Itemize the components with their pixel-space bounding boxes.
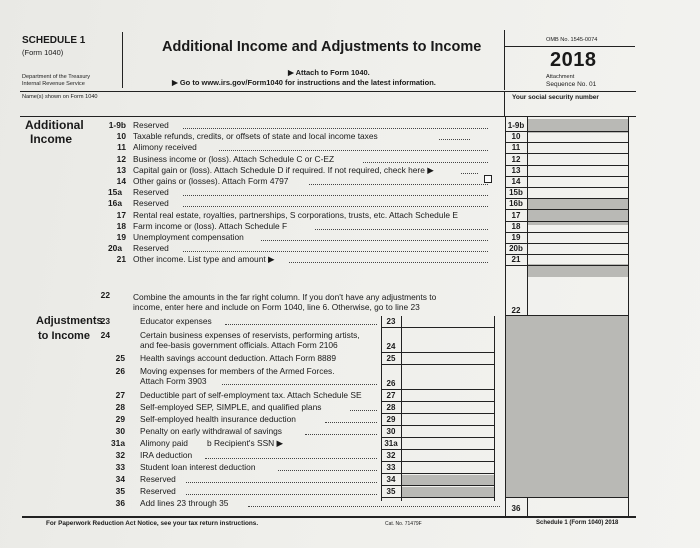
line-27-number: 27 bbox=[115, 390, 125, 400]
sequence-number: Sequence No. 01 bbox=[546, 81, 597, 88]
line-21-label: Other income. List type and amount ▶ bbox=[133, 254, 275, 264]
shade-adjustments-column bbox=[506, 315, 628, 497]
line-36-number: 36 bbox=[115, 498, 125, 508]
section-title-additional: Additional bbox=[25, 118, 84, 132]
line-36-amount[interactable] bbox=[528, 503, 628, 515]
header-bottom-rule bbox=[20, 91, 636, 92]
leader-dots bbox=[278, 470, 377, 471]
line-31b-label: b Recipient's SSN ▶ bbox=[207, 438, 284, 448]
line-28-amount[interactable] bbox=[402, 402, 494, 413]
line-31a-amount[interactable] bbox=[402, 438, 494, 449]
line-14-number: 14 bbox=[116, 176, 126, 186]
line-35-number: 35 bbox=[115, 486, 125, 496]
line-36-box: 36 bbox=[511, 504, 521, 513]
line-23-box: 23 bbox=[386, 317, 396, 326]
leader-dots bbox=[309, 184, 488, 185]
line-10-number: 10 bbox=[116, 131, 126, 141]
line-15a-number: 15a bbox=[108, 187, 122, 197]
line-12-box: 12 bbox=[511, 155, 521, 164]
leader-dots bbox=[183, 195, 488, 196]
line-17-amount[interactable] bbox=[528, 210, 628, 221]
omb-rule bbox=[505, 46, 635, 47]
line-17-label: Rental real estate, royalties, partnerships, S corporations, trusts, etc. Attach Schedule E bbox=[133, 210, 458, 220]
line-26-box: 26 bbox=[386, 379, 396, 388]
shade-line-35 bbox=[402, 487, 494, 497]
form-title: Additional Income and Adjustments to Income bbox=[162, 39, 482, 55]
line-34-label: Reserved bbox=[140, 474, 176, 484]
line-27-box: 27 bbox=[386, 391, 396, 400]
leader-dots bbox=[289, 262, 488, 263]
line-23-number: 23 bbox=[100, 316, 110, 326]
leader-dots bbox=[305, 434, 377, 435]
line-10-box: 10 bbox=[511, 132, 521, 141]
line-35-label: Reserved bbox=[140, 486, 176, 496]
leader-dots bbox=[186, 494, 377, 495]
line-21-box: 21 bbox=[511, 255, 521, 264]
line-32-label: IRA deduction bbox=[140, 450, 193, 460]
line-29-box: 29 bbox=[386, 415, 396, 424]
line-19-label: Unemployment compensation bbox=[133, 232, 244, 242]
section-title-to-income: to Income bbox=[38, 330, 90, 342]
line-33-amount[interactable] bbox=[402, 462, 494, 473]
name-input[interactable] bbox=[22, 102, 502, 114]
line-28-label: Self-employed SEP, SIMPLE, and qualified plans bbox=[140, 402, 322, 412]
leader-dots bbox=[219, 150, 488, 151]
row-rule bbox=[381, 364, 495, 365]
line-17-number: 17 bbox=[116, 210, 126, 220]
leader-dots bbox=[248, 506, 500, 507]
line-18-amount[interactable] bbox=[528, 221, 628, 232]
line-20a-label: Reserved bbox=[133, 243, 169, 253]
line-13-box: 13 bbox=[511, 166, 521, 175]
line-19-box: 19 bbox=[511, 233, 521, 242]
line-36-label: Add lines 23 through 35 bbox=[140, 498, 229, 508]
leader-dots bbox=[350, 410, 377, 411]
line-25-amount[interactable] bbox=[402, 353, 494, 364]
leader-dots bbox=[363, 162, 488, 163]
line-23-label: Educator expenses bbox=[140, 316, 212, 326]
line-13-amount[interactable] bbox=[528, 165, 628, 176]
line-33-box: 33 bbox=[386, 463, 396, 472]
header-divider-right bbox=[504, 30, 505, 90]
line-30-amount[interactable] bbox=[402, 426, 494, 437]
line-22-text-2: income, enter here and include on Form 1040, line 6. Otherwise, go to line 23 bbox=[133, 302, 420, 312]
line-33-label: Student loan interest deduction bbox=[140, 462, 256, 472]
line-33-number: 33 bbox=[115, 462, 125, 472]
line-31a-box: 31a bbox=[384, 439, 398, 448]
section-title-income: Income bbox=[30, 132, 73, 146]
leader-dots bbox=[261, 240, 488, 241]
tax-year: 2018 bbox=[550, 49, 597, 71]
omb-number: OMB No. 1545-0074 bbox=[546, 37, 598, 43]
paperwork-notice: For Paperwork Reduction Act Notice, see your tax return instructions. bbox=[46, 520, 259, 527]
line-35-box: 35 bbox=[386, 487, 396, 496]
line-15a-label: Reserved bbox=[133, 187, 169, 197]
form-reference: (Form 1040) bbox=[22, 48, 64, 57]
line-28-box: 28 bbox=[386, 403, 396, 412]
leader-dots bbox=[186, 482, 377, 483]
ssn-divider bbox=[504, 92, 505, 116]
irs-label: Internal Revenue Service bbox=[22, 81, 85, 87]
line-18-box: 18 bbox=[511, 222, 521, 231]
line-26-label-1: Moving expenses for members of the Armed Forces. bbox=[140, 366, 335, 376]
leader-dots bbox=[315, 229, 488, 230]
line-16a-number: 16a bbox=[108, 198, 122, 208]
line-34-number: 34 bbox=[115, 474, 125, 484]
leader-dots bbox=[461, 173, 478, 174]
line-11-label: Alimony received bbox=[133, 142, 197, 152]
ssn-label: Your social security number bbox=[512, 94, 599, 101]
line-25-box: 25 bbox=[386, 354, 396, 363]
line-22-number: 22 bbox=[100, 290, 110, 300]
line-19-amount[interactable] bbox=[528, 232, 628, 243]
line-21-number: 21 bbox=[116, 254, 126, 264]
line-11-box: 11 bbox=[511, 143, 521, 152]
line-14-amount[interactable] bbox=[528, 176, 628, 187]
line-18-number: 18 bbox=[116, 221, 126, 231]
line-13-number: 13 bbox=[116, 165, 126, 175]
line-16b-box: 16b bbox=[509, 199, 523, 208]
line-20a-number: 20a bbox=[108, 243, 122, 253]
line-24-label-1: Certain business expenses of reservists, performing artists, bbox=[140, 330, 360, 340]
line-24-box: 24 bbox=[386, 342, 396, 351]
instructions-link[interactable]: ▶ Go to www.irs.gov/Form1040 for instructions and the latest information. bbox=[172, 78, 436, 87]
amount-column-right-rule bbox=[628, 117, 629, 517]
line-14-label: Other gains or (losses). Attach Form 4797 bbox=[133, 176, 289, 186]
names-bottom-rule bbox=[20, 116, 636, 117]
leader-dots bbox=[183, 206, 488, 207]
footer-rule bbox=[22, 516, 636, 518]
line-25-number: 25 bbox=[115, 353, 125, 363]
leader-dots bbox=[183, 128, 488, 129]
line-32-amount[interactable] bbox=[402, 450, 494, 461]
leader-dots bbox=[222, 384, 377, 385]
leader-dots bbox=[183, 251, 488, 252]
leader-dots bbox=[439, 139, 470, 140]
leader-dots bbox=[325, 422, 377, 423]
attachment-label: Attachment bbox=[546, 74, 575, 80]
line-24-label-2: and fee-basis government officials. Attach Form 2106 bbox=[140, 340, 338, 350]
line-13-checkbox[interactable] bbox=[484, 175, 492, 183]
line-15b-box: 15b bbox=[509, 188, 523, 197]
line-24-number: 24 bbox=[100, 330, 110, 340]
row-rule bbox=[381, 327, 495, 328]
line-26-label-2: Attach Form 3903 bbox=[140, 376, 207, 386]
line-28-number: 28 bbox=[115, 402, 125, 412]
line-1-9b-number: 1-9b bbox=[108, 120, 126, 130]
line-1-9b-box: 1-9b bbox=[507, 121, 525, 130]
line-11-amount[interactable] bbox=[528, 142, 628, 153]
line-22-box: 22 bbox=[511, 306, 521, 315]
line-10-amount[interactable] bbox=[528, 131, 628, 142]
line-17-box: 17 bbox=[511, 211, 521, 220]
line-32-number: 32 bbox=[115, 450, 125, 460]
line-13-label: Capital gain or (loss). Attach Schedule D if required. If not required, check here ▶ bbox=[133, 165, 434, 175]
line-20b-box: 20b bbox=[509, 244, 523, 253]
line-14-box: 14 bbox=[511, 177, 521, 186]
shade-line-34 bbox=[402, 475, 494, 485]
row-rule bbox=[381, 497, 495, 498]
line-23-amount[interactable] bbox=[402, 316, 494, 327]
line-12-amount[interactable] bbox=[528, 154, 628, 165]
line-27-label: Deductible part of self-employment tax. Attach Schedule SE bbox=[140, 390, 362, 400]
line-10-label: Taxable refunds, credits, or offsets of state and local income taxes bbox=[133, 131, 378, 141]
form-identifier: Schedule 1 (Form 1040) 2018 bbox=[536, 520, 619, 526]
catalog-number: Cat. No. 71479F bbox=[385, 521, 422, 527]
ssn-input[interactable] bbox=[508, 102, 634, 114]
row-rule bbox=[505, 265, 629, 266]
header-divider-left bbox=[122, 32, 123, 88]
line-11-number: 11 bbox=[117, 142, 126, 152]
line-29-label: Self-employed health insurance deduction bbox=[140, 414, 296, 424]
leader-dots bbox=[225, 324, 377, 325]
names-label: Name(s) shown on Form 1040 bbox=[22, 94, 98, 100]
line-26-amount[interactable] bbox=[402, 378, 494, 389]
line-22-rule bbox=[505, 315, 629, 316]
section-title-adjustments: Adjustments bbox=[36, 315, 103, 327]
line-22-amount[interactable] bbox=[528, 303, 628, 315]
line-30-label: Penalty on early withdrawal of savings bbox=[140, 426, 282, 436]
line-21-amount[interactable] bbox=[528, 254, 628, 265]
line-22-text-1: Combine the amounts in the far right column. If you don't have any adjustments to bbox=[133, 292, 437, 302]
leader-dots bbox=[205, 458, 377, 459]
line-18-label: Farm income or (loss). Attach Schedule F bbox=[133, 221, 288, 231]
line-29-amount[interactable] bbox=[402, 414, 494, 425]
line-16a-label: Reserved bbox=[133, 198, 169, 208]
schedule-name: SCHEDULE 1 bbox=[22, 35, 86, 46]
line-12-label: Business income or (loss). Attach Schedule C or C-EZ bbox=[133, 154, 335, 164]
line-27-amount[interactable] bbox=[402, 390, 494, 401]
line-19-number: 19 bbox=[116, 232, 126, 242]
line-29-number: 29 bbox=[115, 414, 125, 424]
recipient-ssn-input[interactable] bbox=[294, 438, 378, 448]
line-1-9b-label: Reserved bbox=[133, 120, 169, 130]
row-rule bbox=[505, 497, 629, 498]
department-label: Department of the Treasury bbox=[22, 74, 91, 80]
line-26-number: 26 bbox=[115, 366, 125, 376]
attach-instruction: ▶ Attach to Form 1040. bbox=[288, 68, 370, 77]
line-12-number: 12 bbox=[116, 154, 126, 164]
line-30-number: 30 bbox=[115, 426, 125, 436]
line-30-box: 30 bbox=[386, 427, 396, 436]
line-34-box: 34 bbox=[386, 475, 396, 484]
line-25-label: Health savings account deduction. Attach Form 8889 bbox=[140, 353, 336, 363]
line-32-box: 32 bbox=[386, 451, 396, 460]
line-31a-number: 31a bbox=[111, 438, 125, 448]
line-31a-label: Alimony paid bbox=[140, 438, 188, 448]
line-24-amount[interactable] bbox=[402, 341, 494, 352]
